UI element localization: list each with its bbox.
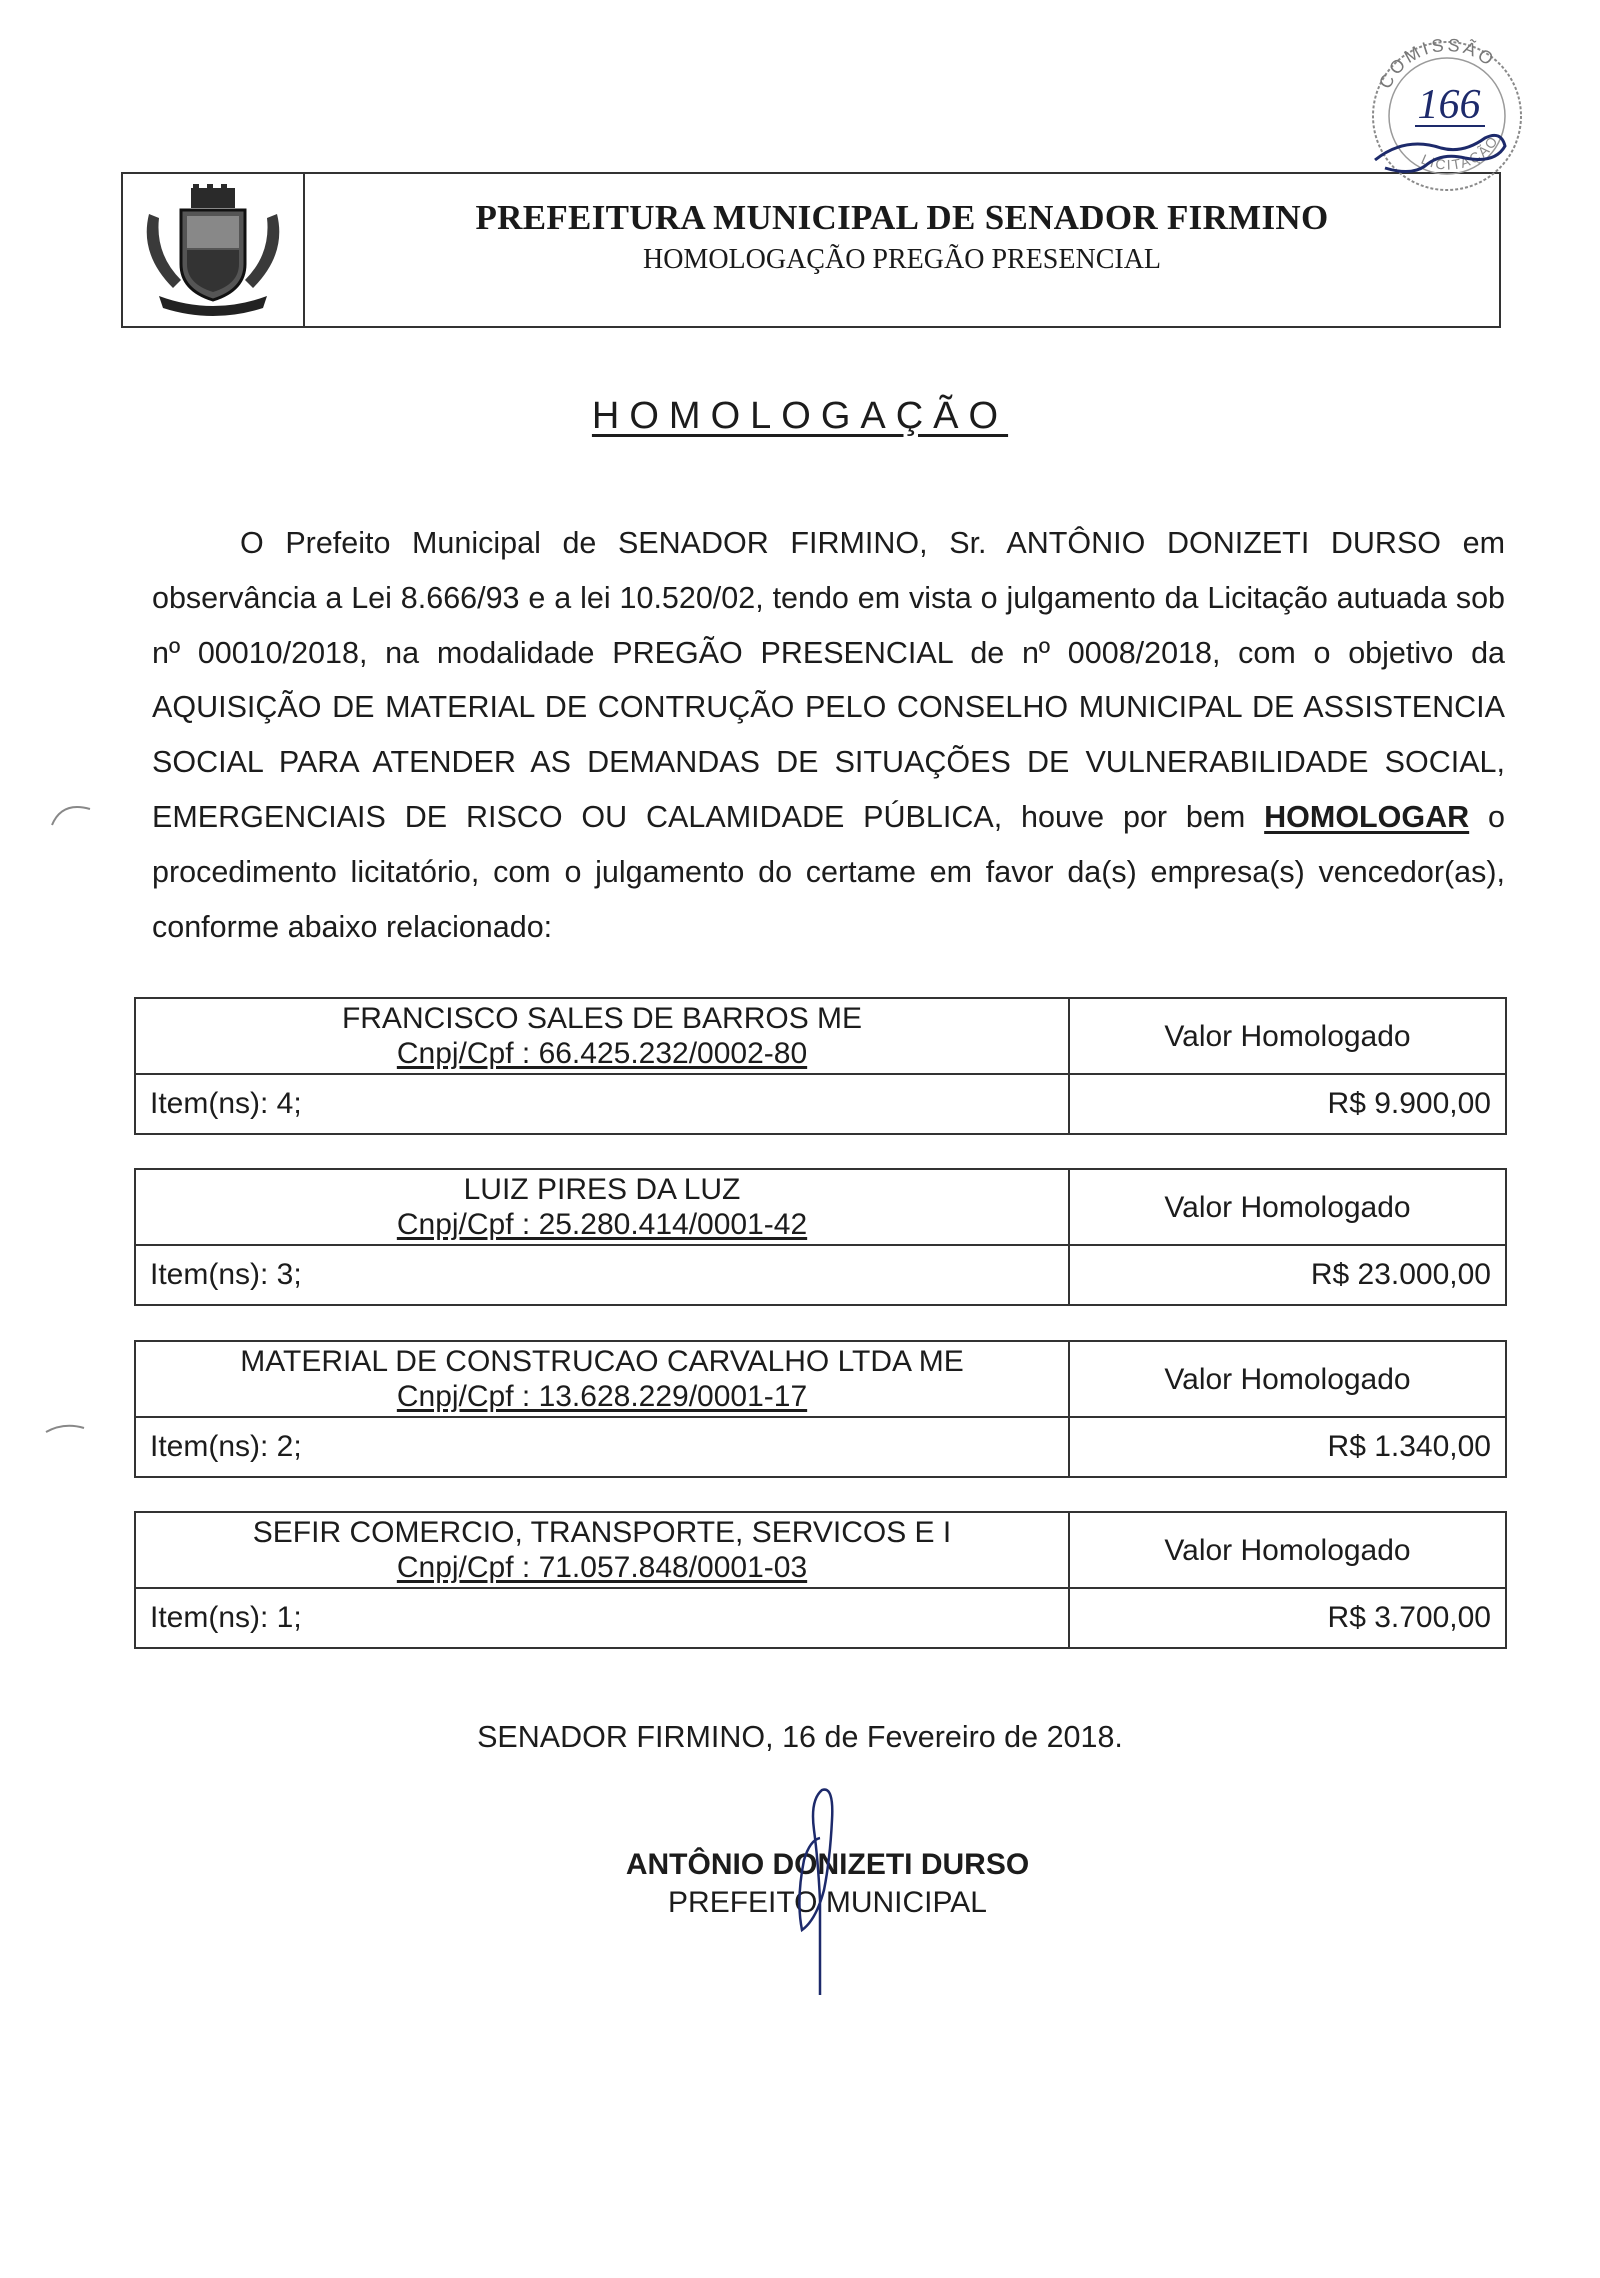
date-line: SENADOR FIRMINO, 16 de Fevereiro de 2018.: [477, 1720, 1123, 1754]
stamp-seal-icon: [1345, 18, 1555, 208]
vendor-cnpj: Cnpj/Cpf : 25.280.414/0001-42: [396, 1208, 808, 1241]
coat-of-arms-logo: [123, 174, 305, 326]
valor-homologado-label: Valor Homologado: [1068, 1342, 1505, 1418]
header-subtitle: HOMOLOGAÇÃO PREGÃO PRESENCIAL: [642, 244, 1162, 275]
vendor-name-cell: [136, 1342, 1068, 1418]
vendor-name: FRANCISCO SALES DE BARROS ME: [341, 1002, 863, 1035]
vendor-items: Item(ns): 4;: [150, 1087, 302, 1120]
vendor-name-cell: [136, 1170, 1068, 1246]
vendor-table: [134, 1511, 1507, 1649]
vendor-name-cell: [136, 1513, 1068, 1589]
document-title: HOMOLOGAÇÃO: [591, 395, 1009, 437]
vendor-amount: R$ 23.000,00: [1068, 1246, 1505, 1304]
vendor-name-cell: [136, 999, 1068, 1075]
document-header: [121, 172, 1501, 328]
vendor-cnpj: Cnpj/Cpf : 13.628.229/0001-17: [396, 1380, 808, 1413]
stamp-number: 166: [1417, 82, 1481, 128]
header-title: PREFEITURA MUNICIPAL DE SENADOR FIRMINO: [475, 198, 1329, 237]
body-paragraph: [152, 516, 1505, 954]
valor-homologado-label: Valor Homologado: [1068, 999, 1505, 1075]
vendor-items: Item(ns): 1;: [150, 1601, 302, 1634]
signer-name: ANTÔNIO DONIZETI DURSO: [625, 1848, 1030, 1881]
body-text-before: O Prefeito Municipal de SENADOR FIRMINO, Sr. ANTÔNIO DONIZETI DURSO em observância a Lei 8.666/93 e a lei 10.520/02, tendo em vista o julgamento da Licitação autuada sob nº 00010/2018, na modalidade PREGÃO PRESENCIAL de nº 0008/2018, com o objetivo da AQUISIÇÃO DE MATERIAL DE CONTRUÇÃO PELO CONSELHO MUNICIPAL DE ASSISTENCIA SOCIAL PARA ATENDER AS DEMANDAS DE SITUAÇÕES DE VULNERABILIDADE SOCIAL, EMERGENCIAIS DE RISCO OU CALAMIDADE PÚBLICA, houve por bem: [152, 526, 1505, 834]
handwritten-signature: [790, 1780, 850, 2000]
stamp-arc-bottom: LICITAÇÃO: [1418, 132, 1502, 173]
vendor-amount: R$ 1.340,00: [1068, 1418, 1505, 1476]
vendor-amount: R$ 9.900,00: [1068, 1075, 1505, 1133]
valor-homologado-label: Valor Homologado: [1068, 1513, 1505, 1589]
vendor-name: SEFIR COMERCIO, TRANSPORTE, SERVICOS E I: [252, 1516, 952, 1549]
vendor-items: Item(ns): 2;: [150, 1430, 302, 1463]
vendor-items: Item(ns): 3;: [150, 1258, 302, 1291]
scan-margin-mark: [44, 1418, 88, 1438]
valor-homologado-label: Valor Homologado: [1068, 1170, 1505, 1246]
vendor-name: MATERIAL DE CONSTRUCAO CARVALHO LTDA ME: [240, 1345, 964, 1378]
signer-role: PREFEITO MUNICIPAL: [668, 1886, 987, 1919]
vendor-cnpj: Cnpj/Cpf : 71.057.848/0001-03: [396, 1551, 808, 1584]
homologar-emphasis: HOMOLOGAR: [1264, 799, 1470, 834]
stamp-arc-top: COMISSÃO: [1374, 34, 1500, 92]
commission-stamp: [1345, 18, 1555, 213]
vendor-name: LUIZ PIRES DA LUZ: [463, 1173, 741, 1206]
vendor-cnpj: Cnpj/Cpf : 66.425.232/0002-80: [396, 1037, 808, 1070]
vendor-table: [134, 997, 1507, 1135]
vendor-table: [134, 1340, 1507, 1478]
body-text-after: o procedimento licitatório, com o julgamento do certame em favor da(s) empresa(s) vencedor(as), conforme abaixo relacionado:: [152, 799, 1506, 944]
coat-of-arms-icon: [137, 184, 289, 316]
vendor-amount: R$ 3.700,00: [1068, 1589, 1505, 1647]
scan-margin-mark: [48, 795, 96, 829]
svg-text:LICITAÇÃO: [1419, 132, 1502, 173]
vendor-table: [134, 1168, 1507, 1306]
